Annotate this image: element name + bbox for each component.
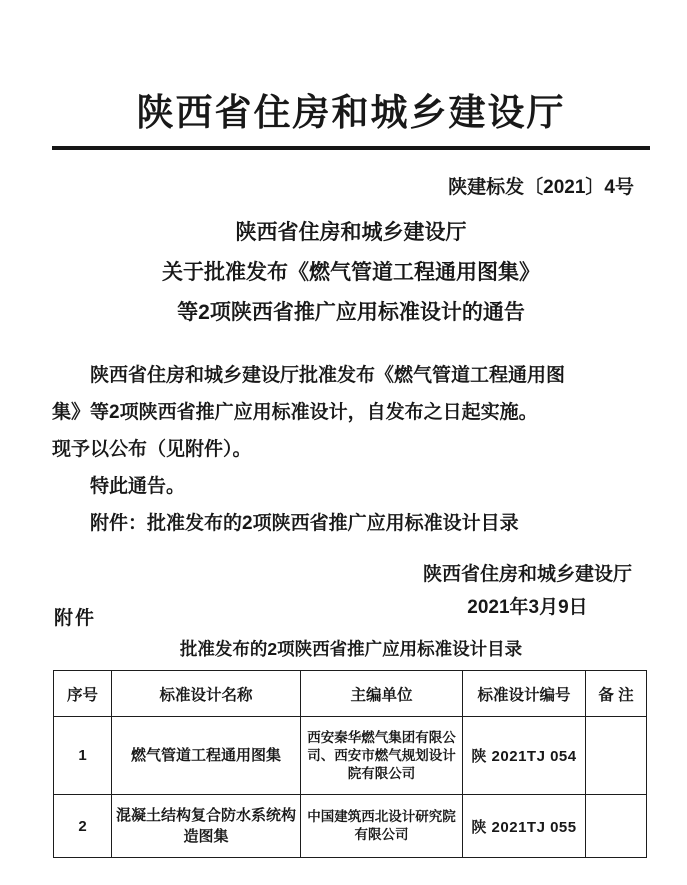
- notice-body: [52, 357, 650, 542]
- body-line: 陕西省住房和城乡建设厅批准发布《燃气管道工程通用图: [90, 365, 566, 386]
- cell-no: 2: [54, 795, 112, 858]
- body-line: 现予以公布（见附件）。: [52, 439, 252, 460]
- cell-no: 1: [54, 717, 112, 795]
- attachment-table-caption: 批准发布的2项陕西省推广应用标准设计目录: [179, 639, 523, 659]
- cell-editor: 西安秦华燃气集团有限公司、西安市燃气规划设计院有限公司: [301, 717, 463, 795]
- notice-title-line: 陕西省住房和城乡建设厅: [235, 221, 467, 244]
- signature-block: [52, 558, 650, 629]
- header-cell-note: 备 注: [586, 671, 647, 717]
- cell-code: 陕 2021TJ 054: [463, 717, 586, 795]
- body-line: 附件：批准发布的2项陕西省推广应用标准设计目录: [90, 513, 519, 534]
- cell-editor: 中国建筑西北设计研究院有限公司: [301, 795, 463, 858]
- cell-name: 混凝土结构复合防水系统构造图集: [112, 795, 301, 858]
- cell-name: 燃气管道工程通用图集: [112, 717, 301, 795]
- header-cell-no: 序号: [54, 671, 112, 717]
- cell-note: [586, 795, 647, 858]
- signature-date: 2021年3月9日: [467, 597, 588, 618]
- table-header-row: [54, 671, 647, 717]
- notice-title-line: 关于批准发布《燃气管道工程通用图集》: [162, 261, 540, 284]
- standards-table: [53, 670, 647, 858]
- letterhead-title: 陕西省住房和城乡建设厅: [136, 92, 566, 133]
- table-row: [54, 795, 647, 858]
- cell-note: [586, 717, 647, 795]
- letterhead-rule: [52, 146, 650, 150]
- body-line: 特此通告。: [90, 476, 186, 497]
- header-cell-editor: 主编单位: [301, 671, 463, 717]
- notice-title-line: 等2项陕西省推广应用标准设计的通告: [177, 301, 525, 324]
- document-number: 陕建标发〔2021〕4号: [448, 177, 634, 198]
- body-line: 集》等2项陕西省推广应用标准设计，自发布之日起实施。: [52, 402, 538, 423]
- signature-org: 陕西省住房和城乡建设厅: [422, 564, 632, 585]
- attachment-label: 附件: [54, 608, 97, 629]
- header-cell-name: 标准设计名称: [112, 671, 301, 717]
- notice-title: [52, 213, 650, 333]
- table-row: [54, 717, 647, 795]
- cell-code: 陕 2021TJ 055: [463, 795, 586, 858]
- header-cell-code: 标准设计编号: [463, 671, 586, 717]
